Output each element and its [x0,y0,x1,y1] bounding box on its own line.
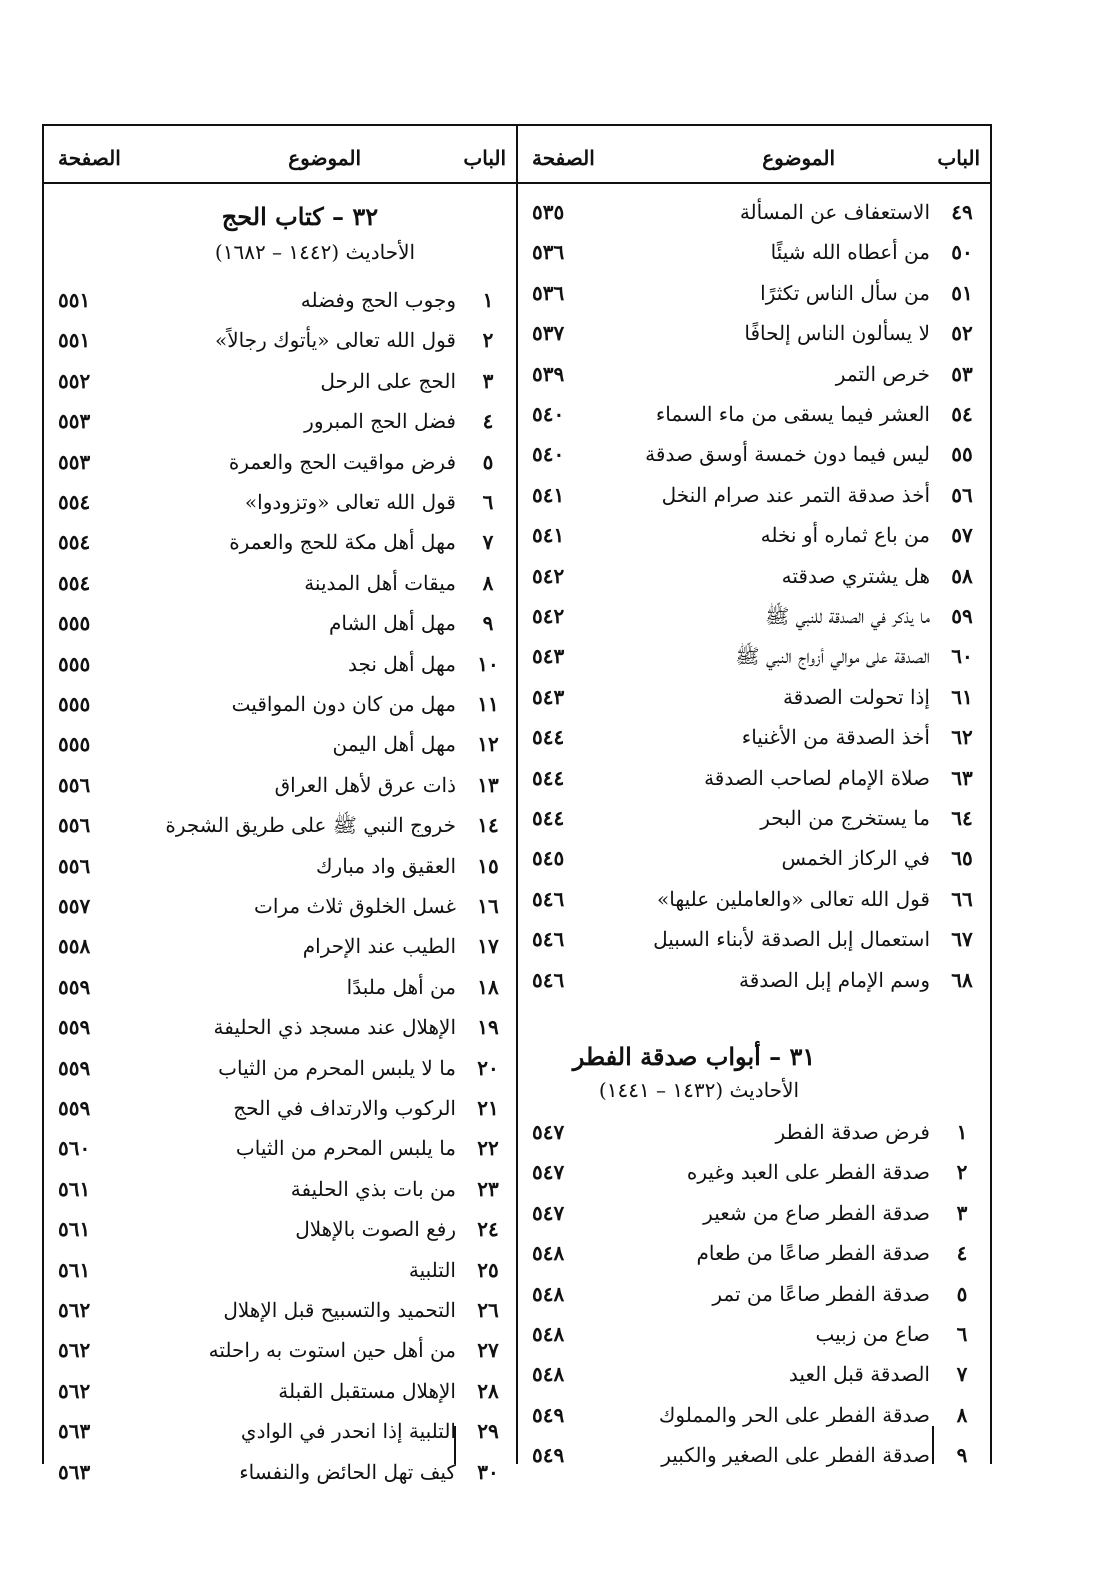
index-row [518,356,990,396]
row-page: ٥٥٩ [58,1096,91,1120]
row-topic: وجوب الحج وفضله [300,288,456,312]
row-page: ٥٥٧ [58,894,91,918]
row-page: ٥٥٦ [58,853,91,878]
left-column-header [44,126,516,184]
row-page: ٥٤٠ [532,442,565,467]
row-page: ٥٦٣ [58,1459,91,1484]
index-table [42,124,992,1484]
index-row [44,807,516,847]
row-number: ١٧ [477,934,499,959]
header-mawdu: الموضوع [288,146,361,170]
row-number: ١١ [477,692,499,716]
index-row [44,282,516,322]
row-page: ٥٥٣ [58,449,91,474]
row-topic: من بات بذي الحليفة [290,1176,456,1201]
index-row [44,1009,516,1049]
section-title-31: ٣١ – أبواب صدقة الفطر [572,1042,816,1071]
row-topic: صاع من زبيب [815,1322,930,1346]
section-subtitle-32: الأحاديث (١٤٤٢ – ١٦٨٢) [214,240,416,264]
index-row [518,719,990,759]
index-row [44,1050,516,1090]
index-row [518,1235,990,1275]
section-title-32: ٣٢ – كتاب الحج [221,202,379,231]
row-number: ٥ [482,449,494,474]
row-topic: مهل أهل الشام [328,611,456,636]
row-page: ٥٣٦ [532,240,565,265]
index-row [44,444,516,484]
row-page: ٥٣٦ [532,280,565,305]
index-row [44,363,516,403]
row-page: ٥٤٧ [532,1160,565,1185]
row-topic: الاستعفاف عن المسألة [739,200,930,224]
index-row [44,969,516,1009]
row-topic: قول الله تعالى «والعاملين عليها» [657,886,930,911]
row-number: ٦٠ [951,644,973,669]
index-row [44,1292,516,1332]
right-column [518,126,990,1468]
row-topic: مهل من كان دون المواقيت [231,692,456,716]
index-row [518,1154,990,1194]
index-row [518,760,990,800]
row-number: ٣ [482,368,494,393]
row-page: ٥٦٣ [58,1419,91,1444]
row-number: ٤٩ [951,200,973,224]
index-row [44,1373,516,1413]
index-row [44,565,516,605]
row-number: ٦ [482,490,494,514]
index-row [44,1332,516,1372]
index-row [44,1211,516,1251]
row-topic: من أعطاه الله شيئًا [770,240,930,265]
row-topic: ذات عرق لأهل العراق [274,772,456,797]
row-page: ٥٤٣ [532,644,565,669]
row-topic: خروج النبي ﷺ على طريق الشجرة [165,813,456,838]
header-page: الصفحة [58,146,121,170]
row-page: ٥٤٧ [532,1120,565,1144]
left-column [44,126,518,1484]
row-page: ٥٤٦ [532,927,565,952]
row-topic: من أهل ملبدًا [346,974,456,999]
row-topic: رفع الصوت بالإهلال [295,1217,456,1242]
index-row [518,1437,990,1477]
row-number: ٥٦ [951,482,973,507]
index-row [44,1171,516,1211]
row-topic: ميقات أهل المدينة [304,570,456,595]
row-topic: العشر فيما يسقى من ماء السماء [655,402,930,426]
index-row [518,194,990,234]
row-topic: قول الله تعالى «وتزودوا» [244,490,456,514]
row-page: ٥٤٨ [532,1322,565,1346]
index-row [518,1316,990,1356]
row-page: ٥٤٢ [532,604,565,628]
row-number: ٧ [482,530,494,555]
row-number: ٥٩ [951,604,973,628]
row-number: ٦ [956,1322,968,1346]
row-number: ٦٨ [951,967,973,992]
index-row [518,275,990,315]
row-topic: ما يذكر في الصدقة للنبي ﷺ [765,604,930,628]
row-topic: صدقة الفطر على الحر والمملوك [658,1402,930,1427]
index-row [44,848,516,888]
index-row [518,598,990,638]
row-topic: الحج على الرحل [320,368,456,393]
row-number: ٦٢ [951,725,973,750]
index-row [44,686,516,726]
row-page: ٥٥٤ [58,570,91,595]
row-number: ٢١ [477,1096,499,1120]
row-number: ٥٨ [951,563,973,588]
row-number: ٢٨ [477,1378,499,1403]
row-page: ٥٤١ [532,482,565,507]
row-number: ٢٧ [477,1338,499,1363]
row-page: ٥٥١ [58,288,91,312]
row-number: ١٩ [477,1015,499,1040]
index-row [518,315,990,355]
row-topic: فرض صدقة الفطر [775,1120,930,1144]
header-mawdu: الموضوع [762,146,835,170]
row-page: ٥٤٢ [532,563,565,588]
index-row [518,679,990,719]
row-topic: خرص التمر [835,361,930,386]
index-row [44,767,516,807]
row-page: ٥٥٦ [58,813,91,838]
index-row [44,646,516,686]
row-page: ٥٤٤ [532,806,565,830]
row-topic: صدقة الفطر صاعًا من تمر [712,1281,930,1306]
row-page: ٥٦١ [58,1257,91,1282]
row-number: ٦٦ [951,886,973,911]
row-number: ١٨ [477,974,499,999]
row-topic: مهل أهل اليمن [332,732,456,757]
index-row [518,1356,990,1396]
index-row [44,1130,516,1170]
row-topic: التلبية [408,1257,456,1282]
index-row [44,928,516,968]
index-row [518,800,990,840]
row-number: ١٣ [477,772,499,797]
row-page: ٥٤٩ [532,1402,565,1427]
row-page: ٥٦١ [58,1217,91,1242]
row-topic: من أهل حين استوت به راحلته [208,1338,456,1363]
row-number: ٦٣ [951,765,973,790]
row-number: ٩ [956,1443,968,1468]
row-topic: فضل الحج المبرور [304,409,456,434]
row-topic: التلبية إذا انحدر في الوادي [240,1419,456,1444]
row-topic: التحميد والتسبيح قبل الإهلال [223,1298,456,1322]
row-topic: الصدقة على موالي أزواج النبي ﷺ [735,644,930,669]
index-row [518,1276,990,1316]
index-row [518,234,990,274]
row-topic: صدقة الفطر صاعًا من طعام [696,1241,930,1266]
row-page: ٥٤٩ [532,1443,565,1468]
index-row [518,638,990,678]
index-row [518,1114,990,1154]
row-topic: وسم الإمام إبل الصدقة [739,967,930,992]
index-row [518,436,990,476]
row-number: ٢ [956,1160,968,1185]
row-topic: الإهلال مستقبل القبلة [278,1378,456,1403]
row-number: ٤ [956,1241,968,1266]
row-number: ٥ [956,1281,968,1306]
row-page: ٥٦٠ [58,1136,91,1161]
row-number: ٦٥ [951,846,973,871]
row-number: ١٥ [477,853,499,878]
row-page: ٥٤٦ [532,967,565,992]
header-bab: الباب [937,146,980,170]
row-page: ٥٣٩ [532,361,565,386]
row-page: ٥٤٨ [532,1241,565,1266]
row-page: ٥٦٢ [58,1338,91,1363]
row-number: ٣٠ [477,1459,499,1484]
row-page: ٥٤٧ [532,1200,565,1225]
row-page: ٥٥٩ [58,1055,91,1080]
row-page: ٥٤٨ [532,1281,565,1306]
row-topic: من سأل الناس تكثرًا [760,280,930,305]
row-page: ٥٣٧ [532,321,565,346]
row-topic: لا يسألون الناس إلحافًا [744,321,930,346]
row-page: ٥٥٥ [58,692,91,716]
index-row [518,396,990,436]
row-number: ٨ [482,570,494,595]
row-page: ٥٥٩ [58,974,91,999]
row-number: ٥٣ [951,361,973,386]
row-number: ٢٣ [477,1176,499,1201]
row-page: ٥٥٥ [58,651,91,676]
row-topic: استعمال إبل الصدقة لأبناء السبيل [653,927,930,952]
row-number: ٥٢ [951,321,973,346]
row-page: ٥٥٥ [58,732,91,757]
row-number: ١ [956,1120,968,1144]
row-topic: أخذ الصدقة من الأغنياء [741,725,930,750]
row-number: ٤ [482,409,494,434]
row-topic: الطيب عند الإحرام [302,934,456,959]
row-page: ٥٥٤ [58,530,91,555]
row-number: ٥٤ [951,402,973,426]
index-row [44,1090,516,1130]
row-topic: العقيق واد مبارك [316,853,456,878]
row-number: ٢٩ [477,1419,499,1444]
header-bab: الباب [463,146,506,170]
row-number: ٢٥ [477,1257,499,1282]
index-row [518,558,990,598]
header-page: الصفحة [532,146,595,170]
row-page: ٥٥٣ [58,409,91,434]
row-topic: فرض مواقيت الحج والعمرة [228,449,456,474]
row-number: ٥٧ [951,523,973,548]
row-page: ٥٥١ [58,328,91,353]
right-column-header [518,126,990,184]
index-row [518,840,990,880]
row-number: ١٦ [477,894,499,918]
row-number: ١٢ [477,732,499,757]
row-page: ٥٥٩ [58,1015,91,1040]
row-page: ٥٤٦ [532,886,565,911]
row-topic: صدقة الفطر على الصغير والكبير [661,1443,930,1468]
row-number: ٧ [956,1362,968,1387]
row-page: ٥٦٢ [58,1298,91,1322]
index-row [44,484,516,524]
index-row [518,517,990,557]
row-page: ٥٤٠ [532,402,565,426]
section-subtitle-31: الأحاديث (١٤٣٢ – ١٤٤١) [598,1078,800,1102]
row-topic: صلاة الإمام لصاحب الصدقة [704,765,930,790]
row-topic: كيف تهل الحائض والنفساء [239,1459,456,1484]
row-number: ٥١ [951,280,973,305]
index-row [44,1252,516,1292]
row-topic: هل يشتري صدقته [781,563,930,588]
index-row [518,881,990,921]
row-topic: أخذ صدقة التمر عند صرام النخل [661,482,930,507]
row-page: ٥٥٦ [58,772,91,797]
row-topic: ما يلبس المحرم من الثياب [235,1136,456,1161]
index-row [518,921,990,961]
row-topic: صدقة الفطر صاع من شعير [703,1200,930,1225]
row-topic: ليس فيما دون خمسة أوسق صدقة [645,442,930,467]
row-number: ٢٢ [477,1136,499,1161]
row-number: ١ [482,288,494,312]
row-page: ٥٥٢ [58,368,91,393]
row-page: ٥٤٥ [532,846,565,871]
row-number: ٥٠ [951,240,973,265]
row-topic: في الركاز الخمس [781,846,930,871]
index-row [518,477,990,517]
index-row [44,605,516,645]
row-number: ١٤ [477,813,499,838]
row-number: ٢٦ [477,1298,499,1322]
index-row [518,962,990,1002]
row-page: ٥٥٥ [58,611,91,636]
row-page: ٥٤١ [532,523,565,548]
row-topic: ما لا يلبس المحرم من الثياب [218,1055,456,1080]
row-number: ٣ [956,1200,968,1225]
row-topic: مهل أهل نجد [347,651,456,676]
row-topic: من باع ثماره أو نخله [760,523,930,548]
row-number: ٩ [482,611,494,636]
row-topic: الإهلال عند مسجد ذي الحليفة [213,1015,456,1040]
row-page: ٥٦١ [58,1176,91,1201]
row-topic: إذا تحولت الصدقة [782,684,930,709]
row-page: ٥٥٤ [58,490,91,514]
index-row [44,524,516,564]
row-page: ٥٤٤ [532,765,565,790]
row-topic: غسل الخلوق ثلاث مرات [253,894,456,918]
index-row [518,1397,990,1437]
row-number: ٢٤ [477,1217,499,1242]
row-page: ٥٦٢ [58,1378,91,1403]
row-number: ١٠ [477,651,499,676]
row-topic: مهل أهل مكة للحج والعمرة [229,530,456,555]
row-topic: ما يستخرج من البحر [760,806,930,830]
row-number: ٦٤ [951,806,973,830]
row-number: ٢٠ [477,1055,499,1080]
row-page: ٥٤٤ [532,725,565,750]
row-page: ٥٥٨ [58,934,91,959]
index-row [44,1413,516,1453]
index-row [44,1454,516,1494]
row-page: ٥٤٣ [532,684,565,709]
row-number: ٥٥ [951,442,973,467]
row-topic: قول الله تعالى «يأتوك رجالاً» [215,328,456,353]
row-topic: الصدقة قبل العيد [788,1362,930,1387]
row-number: ٨ [956,1402,968,1427]
row-number: ٦١ [951,684,973,709]
row-number: ٢ [482,328,494,353]
row-topic: صدقة الفطر على العبد وغيره [686,1160,930,1185]
row-topic: الركوب والارتداف في الحج [233,1096,456,1120]
row-page: ٥٣٥ [532,200,565,224]
index-row [44,322,516,362]
row-number: ٦٧ [951,927,973,952]
index-row [44,726,516,766]
index-row [44,403,516,443]
index-row [44,888,516,928]
row-page: ٥٤٨ [532,1362,565,1387]
index-row [518,1195,990,1235]
